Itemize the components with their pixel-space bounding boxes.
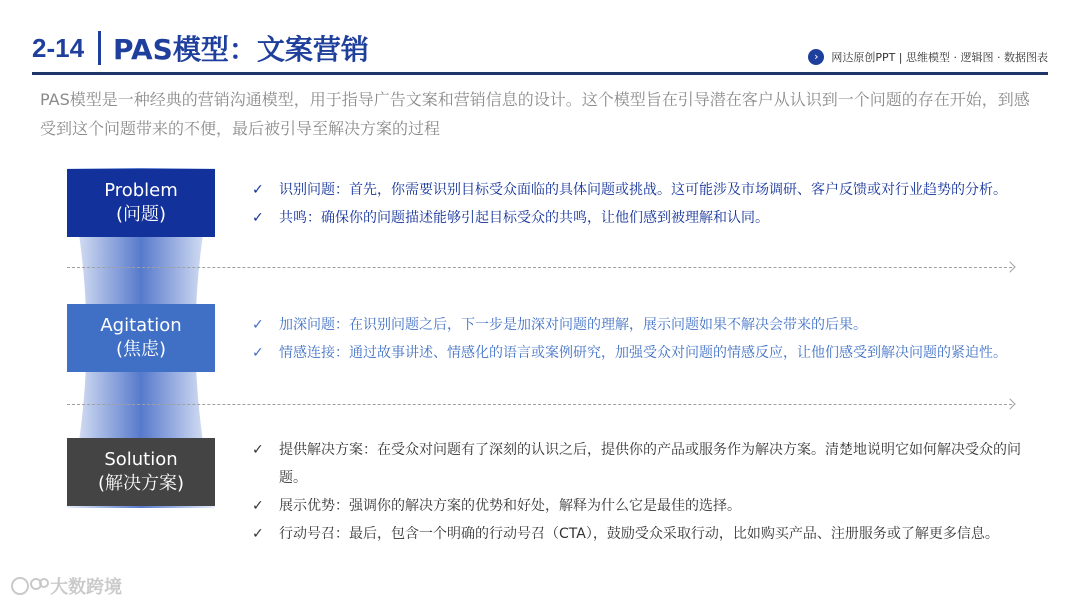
stage-label-cn: (问题) [115, 204, 167, 225]
stage-box-problem [67, 169, 215, 237]
list-item [252, 204, 1042, 232]
stage-label-cn: (解决方案) [97, 473, 185, 494]
checkmark-icon: ✓ [252, 526, 264, 542]
bullet-text: 展示优势：强调你的解决方案的优势和好处，解释为什么它是最佳的选择。 [279, 498, 741, 514]
problem-bullet-list [252, 176, 1042, 232]
checkmark-icon: ✓ [252, 210, 264, 226]
checkmark-icon: ✓ [252, 317, 264, 333]
list-item [252, 436, 1042, 492]
watermark-mark-icon [10, 575, 50, 597]
watermark-logo [10, 573, 122, 599]
list-item [252, 176, 1042, 204]
dashed-arrow-divider [67, 404, 1012, 405]
title-divider [98, 31, 101, 65]
watermark-text: 大数跨境 [50, 577, 122, 598]
agitation-bullet-list [252, 311, 1042, 367]
bullet-text: 行动号召：最后，包含一个明确的行动号召（CTA），鼓励受众采取行动，比如购买产品、注册服务或了解更多信息。 [279, 526, 999, 542]
checkmark-icon: ✓ [252, 182, 264, 198]
solution-bullet-list [252, 436, 1042, 548]
stage-box-agitation [67, 304, 215, 372]
checkmark-icon: ✓ [252, 442, 264, 458]
stage-label-en: Agitation [100, 315, 182, 336]
list-item [252, 311, 1042, 339]
list-item [252, 339, 1042, 367]
stage-label-en: Solution [104, 449, 178, 470]
bullet-text: 识别问题：首先，你需要识别目标受众面临的具体问题或挑战。这可能涉及市场调研、客户反馈或对行业趋势的分析。 [279, 182, 1007, 198]
checkmark-icon: ✓ [252, 345, 264, 361]
breadcrumb-text: 网达原创PPT | 思维模型 · 逻辑图 · 数据图表 [831, 51, 1048, 64]
bullet-text: 情感连接：通过故事讲述、情感化的语言或案例研究，加强受众对问题的情感反应，让他们感受到解决问题的紧迫性。 [279, 345, 1007, 361]
slide-title: PAS模型：文案营销 [113, 33, 369, 66]
list-item [252, 492, 1042, 520]
checkmark-icon: ✓ [252, 498, 264, 514]
slide-header [32, 26, 369, 70]
bullet-text: 加深问题：在识别问题之后，下一步是加深对问题的理解，展示问题如果不解决会带来的后果。 [279, 317, 867, 333]
bullet-text: 提供解决方案：在受众对问题有了深刻的认识之后，提供你的产品或服务作为解决方案。清楚地说明它如何解决受众的问题。 [279, 442, 1021, 486]
stage-label-en: Problem [104, 180, 178, 201]
dashed-arrow-divider [67, 267, 1012, 268]
intro-paragraph: PAS模型是一种经典的营销沟通模型，用于指导广告文案和营销信息的设计。这个模型旨在引导潜在客户从认识到一个问题的存在开始，到感受到这个问题带来的不便，最后被引导至解决方案的过程 [40, 90, 1030, 138]
bullet-text: 共鸣：确保你的问题描述能够引起目标受众的共鸣，让他们感到被理解和认同。 [279, 210, 769, 226]
stage-label-cn: (焦虑) [115, 339, 167, 360]
breadcrumb[interactable] [808, 49, 1048, 65]
chevron-right-circle-icon: › [808, 49, 824, 65]
list-item [252, 520, 1042, 548]
header-rule [32, 72, 1048, 75]
slide-number: 2-14 [32, 32, 85, 63]
stage-box-solution [67, 438, 215, 506]
